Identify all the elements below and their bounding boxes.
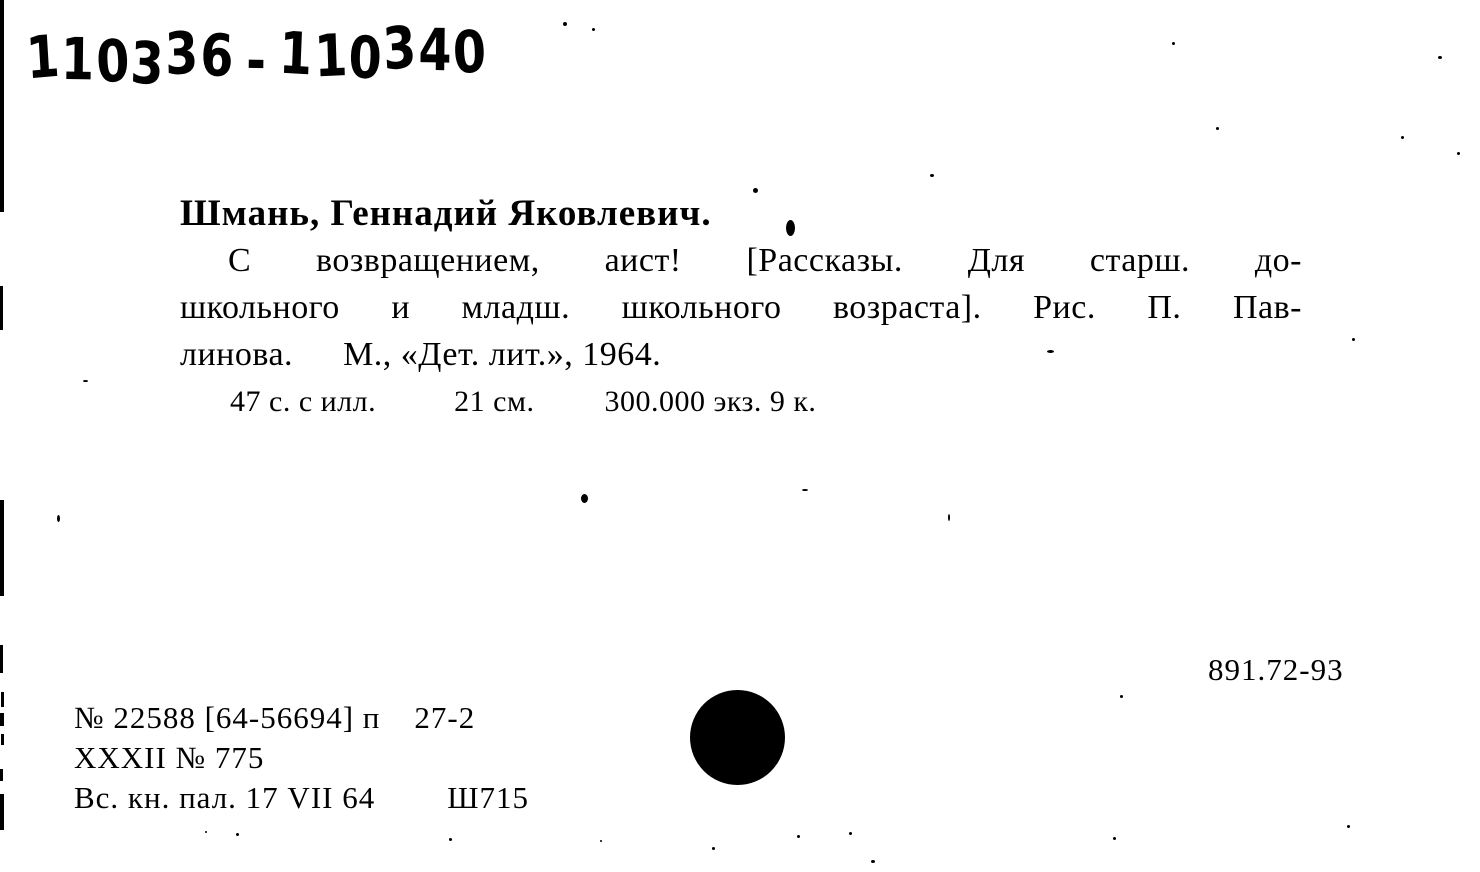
registration-code: 27-2 bbox=[414, 700, 476, 735]
book-size: 21 см. bbox=[454, 385, 535, 418]
scan-speck bbox=[849, 832, 852, 835]
title-line-3 bbox=[180, 331, 1302, 378]
scan-edge-line bbox=[0, 286, 3, 330]
scan-speck bbox=[83, 380, 88, 382]
scan-speck bbox=[871, 860, 875, 863]
scan-speck bbox=[1047, 350, 1054, 353]
scan-edge-line bbox=[0, 645, 3, 673]
scan-speck bbox=[600, 840, 602, 842]
book-chamber-date: Вс. кн. пал. 17 VII 64 bbox=[74, 780, 376, 815]
registration-line-2: XXXII № 775 bbox=[74, 740, 265, 775]
scan-speck bbox=[563, 22, 567, 26]
scan-speck bbox=[205, 831, 207, 833]
author-heading: Шмань, Геннадий Яковлевич. bbox=[180, 193, 712, 234]
scan-edge-line bbox=[1, 734, 4, 745]
scan-speck bbox=[948, 514, 950, 521]
scan-edge-line bbox=[0, 794, 4, 830]
registration-line-3 bbox=[74, 778, 529, 818]
scan-speck bbox=[1401, 136, 1404, 139]
hole-punch bbox=[690, 690, 785, 785]
title-line-2: школьного и младш. школьного возраста]. Рис. П. Пав- bbox=[180, 289, 1302, 326]
scan-speck bbox=[449, 838, 452, 841]
scan-speck bbox=[1438, 56, 1442, 59]
scan-speck bbox=[236, 833, 239, 836]
print-run-price: 300.000 экз. 9 к. bbox=[604, 385, 817, 418]
imprint: М., «Дет. лит.», 1964. bbox=[343, 336, 662, 373]
scan-speck bbox=[57, 515, 60, 522]
scan-speck bbox=[1113, 837, 1116, 840]
scan-speck bbox=[930, 174, 934, 177]
handwritten-accession-range: 110336 - 110340 bbox=[24, 12, 490, 99]
scan-speck bbox=[753, 188, 758, 193]
collation-line bbox=[180, 378, 1302, 425]
scan-edge-line bbox=[1, 692, 4, 707]
scan-speck bbox=[592, 28, 595, 31]
scan-speck bbox=[1216, 127, 1219, 130]
scan-speck bbox=[797, 835, 800, 838]
scan-edge-line bbox=[0, 500, 4, 596]
registration-block bbox=[74, 698, 529, 818]
classification-number: 891.72-93 bbox=[1208, 652, 1344, 687]
scan-speck bbox=[802, 489, 808, 491]
title-continuation: линова. bbox=[180, 336, 294, 373]
scan-edge-line bbox=[0, 769, 3, 781]
title-line-1: С возвращением, аист! [Рассказы. Для старш. до- bbox=[228, 242, 1302, 279]
order-number: № 22588 [64-56694] п bbox=[74, 700, 381, 735]
scan-speck bbox=[1347, 825, 1350, 828]
bibliographic-entry bbox=[180, 190, 1302, 425]
registration-line-1 bbox=[74, 698, 529, 738]
scan-speck bbox=[712, 847, 715, 850]
author-mark: Ш715 bbox=[447, 780, 529, 815]
pagination: 47 с. с илл. bbox=[230, 385, 377, 418]
scan-speck bbox=[1172, 42, 1175, 45]
scan-edge-line bbox=[0, 713, 4, 726]
scan-speck bbox=[1120, 695, 1123, 698]
scan-edge-line bbox=[0, 0, 4, 212]
scan-speck bbox=[1457, 152, 1460, 155]
scan-speck bbox=[1352, 338, 1355, 341]
scan-speck bbox=[786, 220, 795, 236]
scan-speck bbox=[581, 494, 588, 503]
